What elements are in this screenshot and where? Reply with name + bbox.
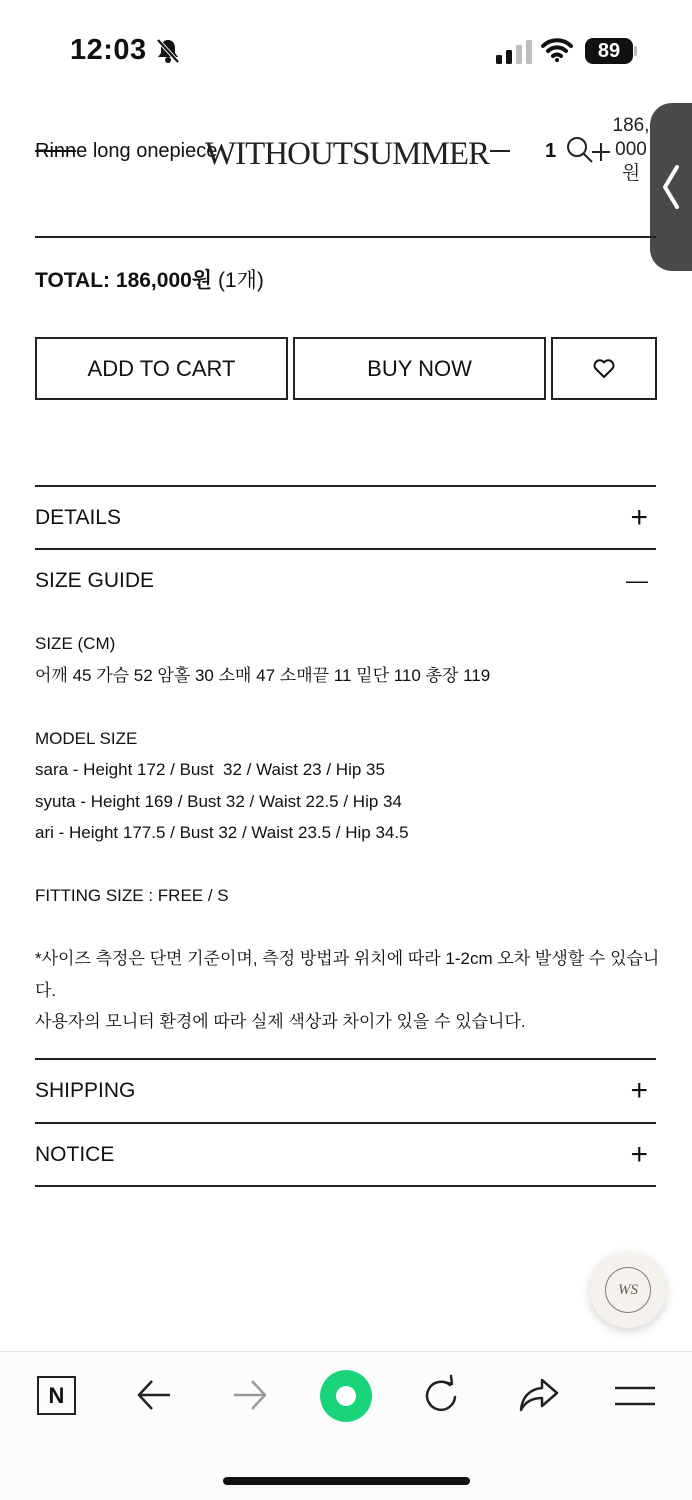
minus-icon: — [626, 568, 648, 593]
accordion-label: NOTICE [35, 1143, 115, 1166]
total-label: TOTAL: [35, 269, 111, 292]
product-name-rest: e long onepiece [76, 140, 218, 162]
size-heading: SIZE (CM) [35, 634, 116, 653]
size-measurements: 어깨 45 가슴 52 암홀 30 소매 47 소매끝 11 밑단 110 총장 119 [35, 665, 491, 685]
brand-logo[interactable]: WITHOUTSUMMER [205, 136, 489, 172]
model-row: syuta - Height 169 / Bust 32 / Waist 22.5 / Hip 34 [35, 791, 402, 811]
model-heading: MODEL SIZE [35, 728, 138, 748]
green-action-button[interactable] [320, 1370, 372, 1422]
total-count: (1개) [217, 269, 264, 292]
price-line: 원 [621, 163, 641, 184]
accordion-label: DETAILS [35, 506, 121, 529]
battery-indicator: 89 [585, 38, 633, 64]
reload-icon[interactable] [422, 1374, 462, 1416]
accordion-notice[interactable] [35, 1124, 656, 1186]
size-guide-content [35, 628, 665, 1038]
accordion-details[interactable] [35, 487, 656, 549]
home-indicator[interactable] [223, 1477, 470, 1485]
menu-icon[interactable] [614, 1382, 656, 1410]
accordion-size-guide[interactable] [35, 550, 656, 612]
naver-home-button[interactable]: N [37, 1376, 76, 1415]
bell-slash-icon [156, 38, 180, 64]
floating-brand-button[interactable] [590, 1252, 666, 1328]
header-price [612, 114, 650, 186]
header-product-name[interactable] [35, 140, 217, 163]
green-dot-icon [336, 1386, 356, 1406]
accordion-label: SHIPPING [35, 1079, 136, 1102]
add-to-cart-button[interactable]: ADD TO CART [35, 337, 288, 400]
quantity-value: 1 [545, 140, 557, 162]
side-panel-tab[interactable] [650, 103, 692, 271]
back-arrow-icon[interactable] [136, 1375, 172, 1415]
accordion-label: SIZE GUIDE [35, 569, 155, 592]
quantity-decrease-button[interactable] [490, 150, 510, 152]
fitting-size: FITTING SIZE : FREE / S [35, 886, 229, 905]
search-icon[interactable] [566, 136, 594, 164]
chevron-left-icon [662, 165, 680, 209]
plus-icon: + [630, 1138, 648, 1171]
model-row: ari - Height 177.5 / Bust 32 / Waist 23.5 / Hip 34.5 [35, 823, 409, 842]
total-amount: 186,000원 [115, 269, 213, 292]
buy-now-button[interactable]: BUY NOW [293, 337, 546, 400]
price-line: 186, [612, 115, 650, 136]
plus-icon: + [630, 501, 648, 534]
status-time: 12:03 [70, 34, 147, 66]
size-note: *사이즈 측정은 단면 기준이며, 측정 방법과 위치에 따라 1-2cm 오차 발생할 수 있습니 [35, 949, 660, 968]
total-price [35, 264, 264, 294]
model-row: sara - Height 172 / Bust 32 / Waist 23 / Hip 35 [35, 760, 385, 779]
wishlist-button[interactable] [551, 337, 657, 400]
accordion-shipping[interactable] [35, 1060, 656, 1122]
heart-icon [593, 359, 615, 379]
color-note: 사용자의 모니터 환경에 따라 실제 색상과 차이가 있을 수 있습니다. [35, 1012, 526, 1031]
divider [35, 1185, 656, 1187]
cellular-signal-icon [496, 40, 532, 64]
plus-icon: + [630, 1074, 648, 1107]
divider [35, 236, 656, 238]
share-icon[interactable] [518, 1376, 560, 1414]
wifi-icon [541, 38, 573, 62]
forward-arrow-icon[interactable] [232, 1375, 268, 1415]
size-note: 다. [35, 980, 57, 1000]
product-name-struck: Rinn [35, 140, 77, 162]
quantity-increase-icon[interactable] [591, 142, 611, 162]
ws-logo-icon: WS [605, 1267, 651, 1313]
price-line: 000 [615, 139, 647, 160]
battery-tip [634, 46, 637, 56]
